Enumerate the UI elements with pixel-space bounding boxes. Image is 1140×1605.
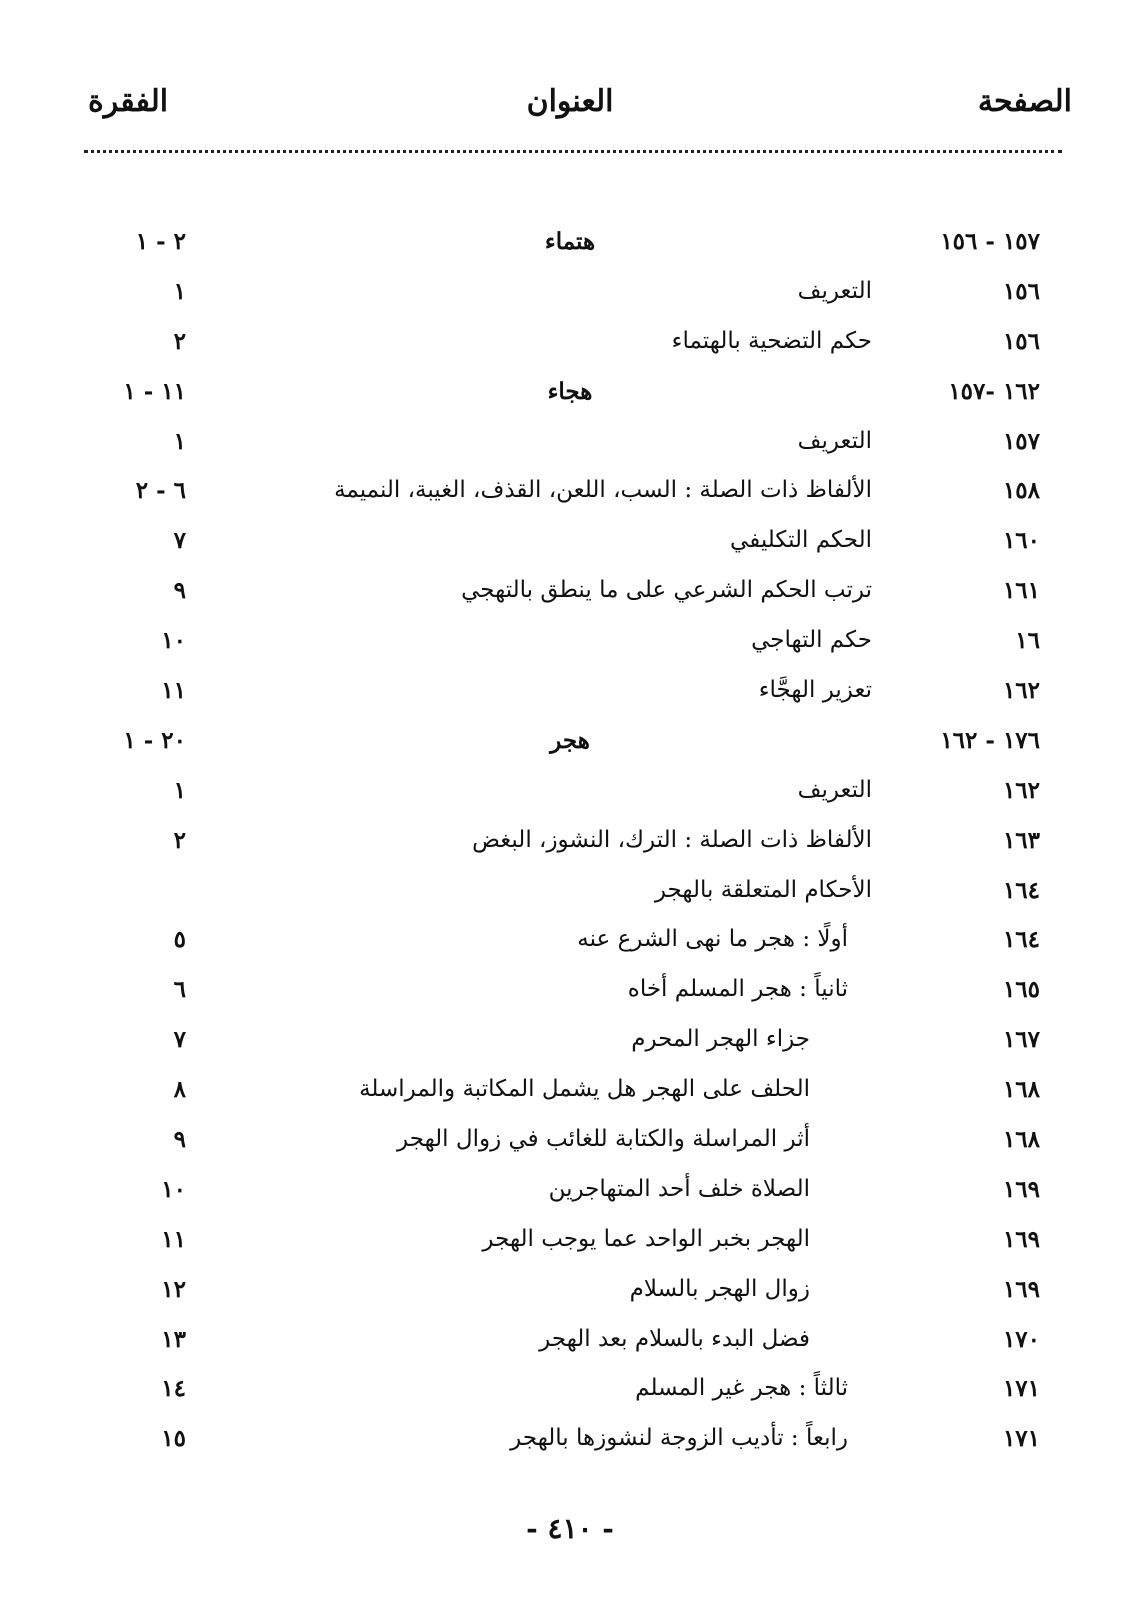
entry-paragraph: ١٥ <box>161 1425 186 1453</box>
index-entry-row <box>0 1318 1140 1368</box>
entry-title: التعريف <box>797 776 872 803</box>
index-entry-row <box>0 1018 1140 1068</box>
index-entry-row <box>0 519 1140 569</box>
entry-paragraph: ٦ <box>173 976 186 1004</box>
index-entry-row <box>0 1367 1140 1417</box>
entry-paragraph: ٩ <box>173 1126 186 1154</box>
entry-page: ١٧١ <box>1002 1375 1040 1403</box>
entry-page: ١٦٩ <box>1002 1175 1040 1203</box>
entry-title: ثانياً : هجر المسلم أخاه <box>627 976 848 1003</box>
entry-paragraph: ٧ <box>173 527 186 555</box>
entry-paragraph: ١١ - ١ <box>123 377 186 405</box>
entry-paragraph: ١٤ <box>161 1375 186 1403</box>
entry-page: ١٦٣ <box>1002 826 1040 854</box>
index-entry-row <box>0 769 1140 819</box>
index-entries <box>0 220 1140 1467</box>
entry-paragraph: ١١ <box>161 677 186 705</box>
index-entry-row <box>0 1268 1140 1318</box>
entry-paragraph: ١٢ <box>161 1275 186 1303</box>
entry-title: التعريف <box>797 427 872 454</box>
entry-title: تعزير الهجَّاء <box>758 677 872 704</box>
entry-page: ١٥٧ - ١٥٦ <box>940 228 1040 255</box>
index-entry-row <box>0 918 1140 968</box>
entry-title: هتماء <box>544 228 596 255</box>
entry-paragraph: ١٣ <box>161 1325 186 1353</box>
index-entry-row <box>0 1417 1140 1467</box>
entry-title: الأحكام المتعلقة بالهجر <box>654 876 872 903</box>
index-entry-row <box>0 1218 1140 1268</box>
index-entry-row <box>0 469 1140 519</box>
entry-title: التعريف <box>797 277 872 304</box>
entry-page: ١٥٨ <box>1002 477 1040 505</box>
entry-page: ١٦٧ <box>1002 1026 1040 1054</box>
index-entry-row <box>0 1168 1140 1218</box>
entry-page: ١٦٤ <box>1002 926 1040 954</box>
index-heading-row <box>0 220 1140 270</box>
entry-paragraph: ١ <box>173 277 186 305</box>
entry-paragraph: ٢ <box>173 327 186 355</box>
entry-paragraph: ٥ <box>173 926 186 954</box>
entry-page: ١٥٦ <box>1002 277 1040 305</box>
entry-page: ١٦٢ -١٥٧ <box>948 377 1040 405</box>
entry-title: هجر <box>550 726 590 754</box>
entry-page: ١٦٥ <box>1002 976 1040 1004</box>
index-entry-row <box>0 819 1140 869</box>
entry-title: فضل البدء بالسلام بعد الهجر <box>539 1325 810 1352</box>
entry-title: جزاء الهجر المحرم <box>631 1026 810 1053</box>
page-number: - ٤١٠ - <box>526 1512 614 1545</box>
entry-title: حكم التضحية بالهتماء <box>671 327 872 354</box>
entry-paragraph: ٢٠ - ١ <box>123 726 186 754</box>
entry-page: ١٦٠ <box>1002 527 1040 555</box>
index-entry-row <box>0 619 1140 669</box>
index-entry-row <box>0 1068 1140 1118</box>
index-entry-row <box>0 270 1140 320</box>
entry-page: ١٦٢ <box>1002 776 1040 804</box>
entry-page: ١٧١ <box>1002 1425 1040 1453</box>
index-heading-row <box>0 370 1140 420</box>
entry-paragraph: ٨ <box>173 1076 186 1104</box>
column-header-paragraph: الفقرة <box>88 84 169 119</box>
entry-paragraph: ١٠ <box>161 1175 186 1203</box>
entry-page: ١٧٦ - ١٦٢ <box>940 726 1040 754</box>
entry-paragraph: ١٠ <box>161 627 186 655</box>
entry-page: ١٦ <box>1015 627 1040 655</box>
index-entry-row <box>0 420 1140 470</box>
column-header-title: العنوان <box>526 84 614 119</box>
entry-page: ١٥٦ <box>1002 327 1040 355</box>
entry-page: ١٥٧ <box>1002 427 1040 455</box>
entry-title: الصلاة خلف أحد المتهاجرين <box>548 1175 810 1202</box>
index-entry-row <box>0 1118 1140 1168</box>
entry-paragraph: ٧ <box>173 1026 186 1054</box>
index-heading-row <box>0 719 1140 769</box>
entry-title: حكم التهاجي <box>751 627 872 654</box>
index-entry-row <box>0 968 1140 1018</box>
entry-title: ترتب الحكم الشرعي على ما ينطق بالتهجي <box>461 577 872 604</box>
entry-title: الهجر بخبر الواحد عما يوجب الهجر <box>482 1225 810 1252</box>
entry-title: أولًا : هجر ما نهى الشرع عنه <box>577 926 848 953</box>
entry-title: أثر المراسلة والكتابة للغائب في زوال الهجر <box>397 1126 810 1153</box>
entry-title: زوال الهجر بالسلام <box>629 1275 810 1302</box>
entry-paragraph: ٩ <box>173 577 186 605</box>
entry-page: ١٧٠ <box>1002 1325 1040 1353</box>
entry-paragraph: ٢ <box>173 826 186 854</box>
entry-title: هجاء <box>547 377 593 405</box>
entry-paragraph: ١ <box>173 427 186 455</box>
entry-page: ١٦٩ <box>1002 1275 1040 1303</box>
entry-paragraph: ١ <box>173 776 186 804</box>
entry-page: ١٦٨ <box>1002 1076 1040 1104</box>
entry-title: الحكم التكليفي <box>730 527 872 554</box>
index-entry-row <box>0 569 1140 619</box>
entry-paragraph: ٢ - ١ <box>135 228 186 255</box>
entry-paragraph: ١١ <box>161 1225 186 1253</box>
index-entry-row <box>0 869 1140 919</box>
header-dotted-divider <box>84 150 1062 153</box>
column-header-page: الصفحة <box>977 84 1072 119</box>
index-entry-row <box>0 669 1140 719</box>
entry-title: الألفاظ ذات الصلة : السب، اللعن، القذف، الغيبة، النميمة <box>334 477 872 504</box>
entry-paragraph: ٦ - ٢ <box>135 477 186 505</box>
entry-page: ١٦٩ <box>1002 1225 1040 1253</box>
entry-title: الحلف على الهجر هل يشمل المكاتبة والمراسلة <box>359 1076 810 1103</box>
entry-title: رابعاً : تأديب الزوجة لنشوزها بالهجر <box>510 1425 848 1452</box>
entry-title: ثالثاً : هجر غير المسلم <box>635 1375 848 1402</box>
index-entry-row <box>0 320 1140 370</box>
entry-page: ١٦٨ <box>1002 1126 1040 1154</box>
entry-title: الألفاظ ذات الصلة : الترك، النشوز، البغض <box>472 826 872 853</box>
entry-page: ١٦١ <box>1002 577 1040 605</box>
entry-page: ١٦٤ <box>1002 876 1040 904</box>
entry-page: ١٦٢ <box>1002 677 1040 705</box>
